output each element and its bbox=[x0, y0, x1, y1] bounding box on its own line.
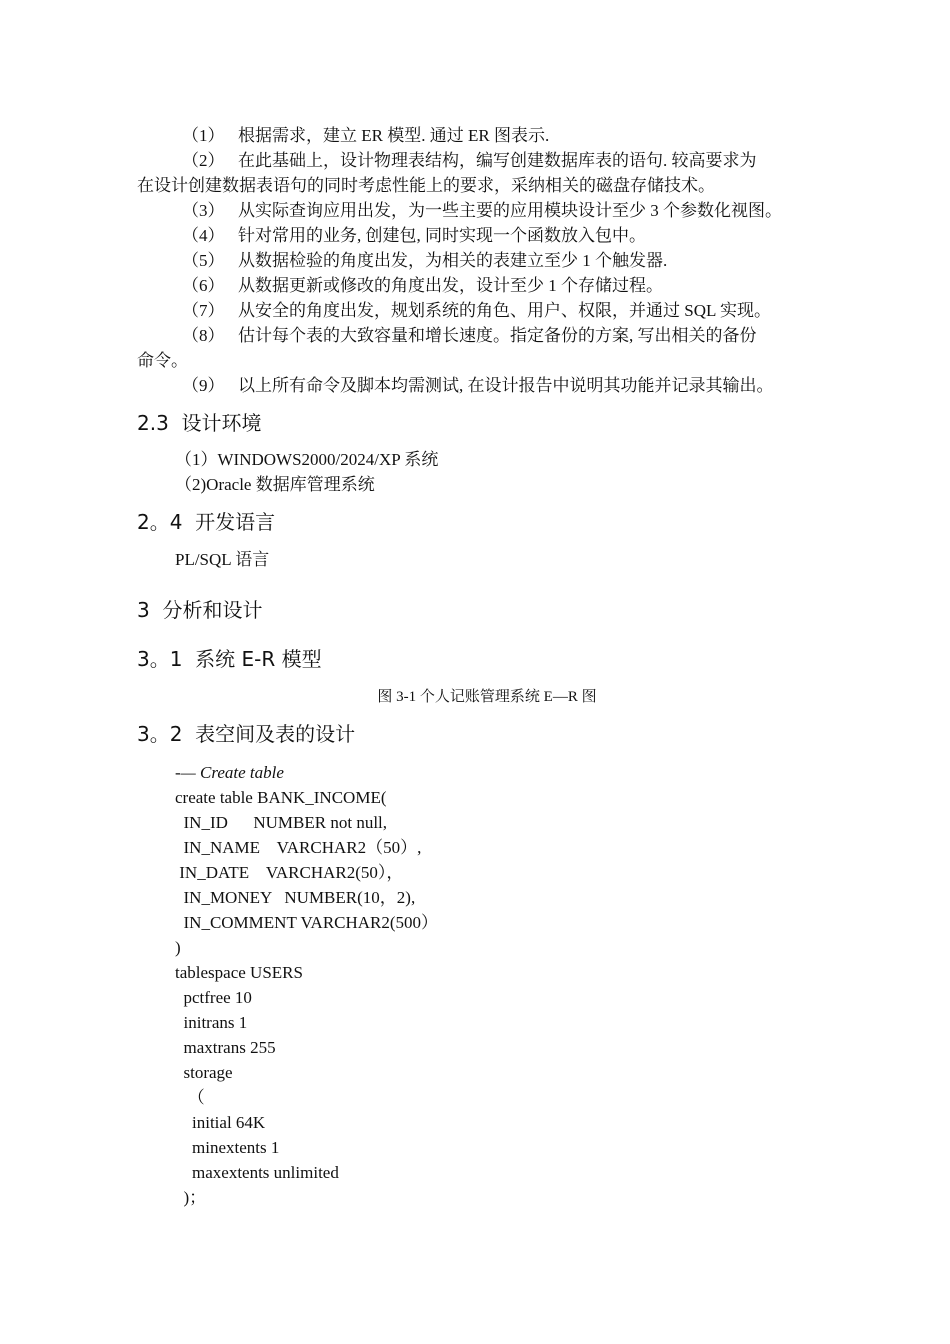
sql-line: initial 64K bbox=[175, 1113, 266, 1132]
requirement-text: 从安全的角度出发，规划系统的角色、用户、权限，并通过 SQL 实现。 bbox=[238, 301, 771, 320]
requirement-number: （5） bbox=[182, 251, 225, 270]
requirement-4 bbox=[182, 224, 646, 248]
requirement-9 bbox=[182, 374, 774, 398]
sql-line: create table BANK_INCOME( bbox=[175, 788, 387, 807]
requirement-number: （6） bbox=[182, 276, 225, 295]
requirement-text: 针对常用的业务, 创建包, 同时实现一个函数放入包中。 bbox=[238, 226, 646, 245]
sql-line: )； bbox=[175, 1188, 207, 1207]
requirement-text: 在此基础上，设计物理表结构，编写创建数据库表的语句. 较高要求为 bbox=[238, 151, 757, 170]
requirement-number: （2） bbox=[182, 151, 225, 170]
sql-line: IN_NAME VARCHAR2（50）, bbox=[175, 838, 422, 857]
sql-line: maxtrans 255 bbox=[175, 1038, 276, 1057]
environment-item-2: （2)Oracle 数据库管理系统 bbox=[175, 475, 375, 494]
sql-line: ) bbox=[175, 938, 181, 957]
requirement-text: 估计每个表的大致容量和增长速度。指定备份的方案, 写出相关的备份 bbox=[238, 326, 757, 345]
section-heading-2-3: 2.3 设计环境 bbox=[137, 411, 262, 435]
requirement-7 bbox=[182, 299, 771, 323]
sql-line: IN_COMMENT VARCHAR2(500） bbox=[175, 913, 439, 932]
section-heading-3-1: 3。1 系统 E-R 模型 bbox=[137, 647, 322, 671]
section-heading-3: 3 分析和设计 bbox=[137, 598, 263, 622]
requirement-1 bbox=[182, 124, 549, 148]
requirement-8 bbox=[182, 324, 757, 348]
sql-comment: -— Create table bbox=[175, 763, 284, 782]
requirement-text: 以上所有命令及脚本均需测试, 在设计报告中说明其功能并记录其输出。 bbox=[238, 376, 774, 395]
requirement-text: 根据需求，建立 ER 模型. 通过 ER 图表示. bbox=[238, 126, 550, 145]
requirement-text: 从实际查询应用出发，为一些主要的应用模块设计至少 3 个参数化视图。 bbox=[238, 201, 782, 220]
requirement-number: （8） bbox=[182, 326, 225, 345]
sql-line: minextents 1 bbox=[175, 1138, 280, 1157]
requirement-number: （3） bbox=[182, 201, 225, 220]
environment-item-1: （1）WINDOWS2000/2024/XP 系统 bbox=[175, 450, 439, 469]
sql-line: IN_DATE VARCHAR2(50）， bbox=[175, 863, 404, 882]
sql-line: pctfree 10 bbox=[175, 988, 252, 1007]
requirement-number: （7） bbox=[182, 301, 225, 320]
requirement-6 bbox=[182, 274, 663, 298]
sql-line: IN_ID NUMBER not null, bbox=[175, 813, 388, 832]
section-heading-2-4: 2。4 开发语言 bbox=[137, 510, 276, 534]
requirement-2 bbox=[182, 149, 757, 173]
requirement-3 bbox=[182, 199, 782, 223]
sql-line: IN_MONEY NUMBER(10，2), bbox=[175, 888, 416, 907]
sql-line: initrans 1 bbox=[175, 1013, 248, 1032]
requirement-number: （4） bbox=[182, 226, 225, 245]
sql-line: maxextents unlimited bbox=[175, 1163, 339, 1182]
sql-line: storage bbox=[175, 1063, 233, 1082]
sql-line: tablespace USERS bbox=[175, 963, 303, 982]
requirement-8-continuation: 命令。 bbox=[137, 351, 188, 370]
requirement-5 bbox=[182, 249, 667, 273]
section-heading-3-2: 3。2 表空间及表的设计 bbox=[137, 722, 356, 746]
requirement-number: （1） bbox=[182, 126, 225, 145]
figure-caption: 图 3-1 个人记账管理系统 E—R 图 bbox=[377, 689, 597, 705]
requirement-number: （9） bbox=[182, 376, 225, 395]
requirement-text: 从数据检验的角度出发，为相关的表建立至少 1 个触发器. bbox=[238, 251, 668, 270]
sql-line: （ bbox=[175, 1088, 205, 1107]
requirement-2-continuation: 在设计创建数据表语句的同时考虑性能上的要求，采纳相关的磁盘存储技术。 bbox=[137, 176, 715, 195]
requirement-text: 从数据更新或修改的角度出发，设计至少 1 个存储过程。 bbox=[238, 276, 663, 295]
language-text: PL/SQL 语言 bbox=[175, 550, 270, 569]
